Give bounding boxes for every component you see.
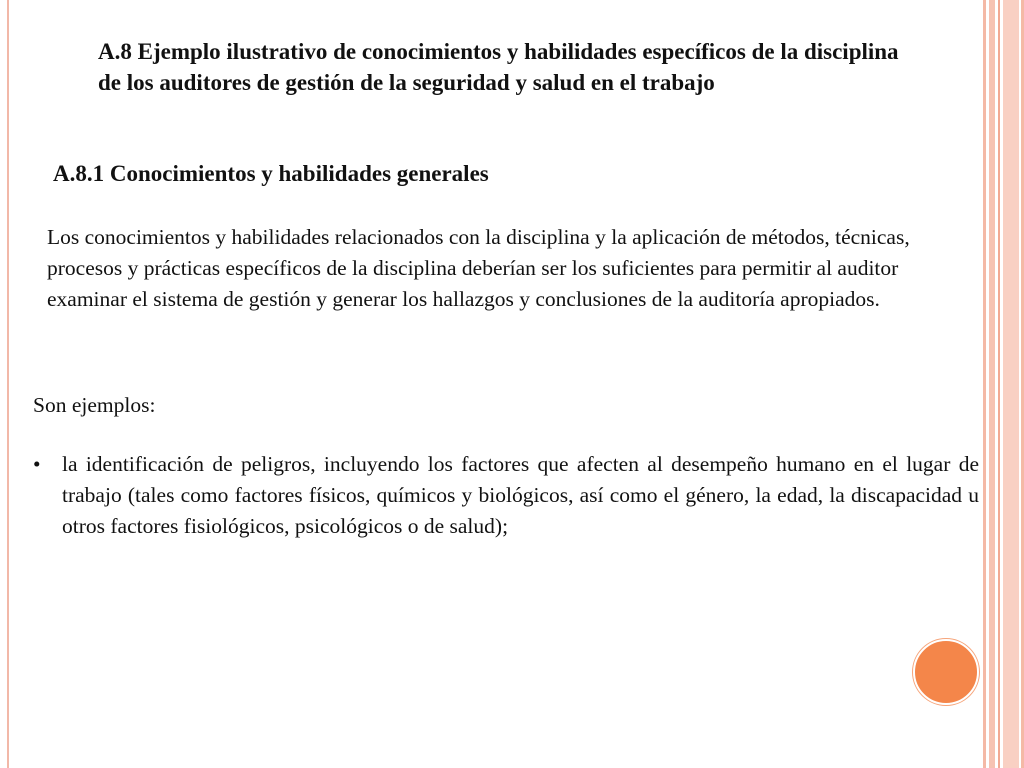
decorative-stripe bbox=[1003, 0, 1019, 768]
section-subtitle: A.8.1 Conocimientos y habilidades generales bbox=[53, 161, 489, 186]
intro-paragraph: Los conocimientos y habilidades relacionados con la disciplina y la aplicación de métodos, técnicas, procesos y prácticas específicos de la disciplina deberían ser los suficientes para permitir al auditor examinar el sistema de gestión y generar los hallazgos y conclusiones de la auditoría apropiados. bbox=[47, 225, 910, 311]
decorative-stripe bbox=[998, 0, 1000, 768]
bullet-list bbox=[33, 449, 979, 542]
left-border-line bbox=[7, 0, 9, 768]
decorative-stripe bbox=[983, 0, 986, 768]
bullet-icon: • bbox=[33, 452, 41, 476]
orange-circle-icon bbox=[913, 639, 979, 705]
list-item bbox=[33, 449, 979, 542]
slide-title: A.8 Ejemplo ilustrativo de conocimientos y habilidades específicos de la disciplina de los auditores de gestión de la seguridad y salud en el trabajo bbox=[98, 39, 899, 95]
decorative-stripe bbox=[989, 0, 995, 768]
list-item-text: la identificación de peligros, incluyendo los factores que afecten al desempeño humano en el lugar de trabajo (tales como factores físicos, químicos y biológicos, así como el género, la edad, la discapacidad u otros factores fisiológicos, psicológicos o de salud); bbox=[62, 452, 979, 538]
examples-lead: Son ejemplos: bbox=[33, 393, 156, 417]
